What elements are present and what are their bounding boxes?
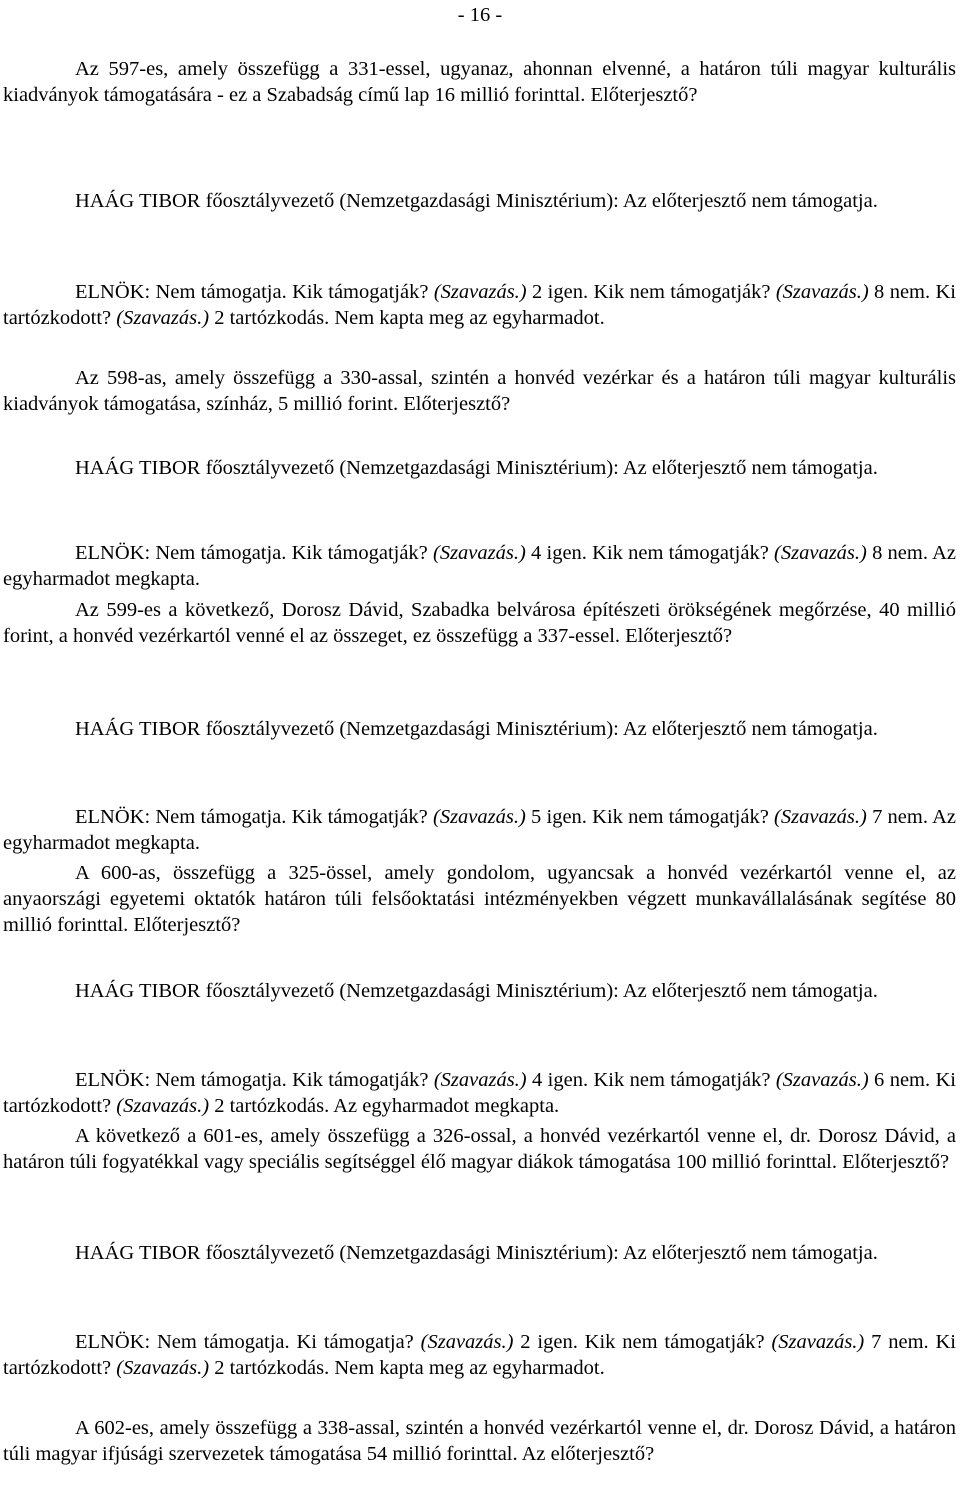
paragraph-602: A 602-es, amely összefügg a 338-assal, szintén a honvéd vezérkartól venne el, dr. Dorosz Dávid, a határon túli magyar ifjúsági szervezetek támogatása 54 millió forinttal. Az előterjesztő? bbox=[3, 1417, 956, 1466]
paragraph-597: Az 597-es, amely összefügg a 331-essel, ugyanaz, ahonnan elvenné, a határon túli magyar kulturális kiadványok támogatására - ez a Szabadság című lap 16 millió forinttal. Előterjesztő? bbox=[3, 58, 956, 107]
paragraph-haag-599: HAÁG TIBOR főosztályvezető (Nemzetgazdasági Minisztérium): Az előterjesztő nem támogatja. bbox=[75, 718, 878, 740]
paragraph-elnok-597: ELNÖK: Nem támogatja. Kik támogatják? (Szavazás.) 2 igen. Kik nem támogatják? (Szavazás.) 8 nem. Ki tartózkodott? (Szavazás.) 2 tartózkodás. Nem kapta meg az egyharmadot. bbox=[3, 281, 956, 330]
paragraph-haag-601: HAÁG TIBOR főosztályvezető (Nemzetgazdasági Minisztérium): Az előterjesztő nem támogatja. bbox=[75, 1242, 878, 1264]
paragraph-600: A 600-as, összefügg a 325-össel, amely gondolom, ugyancsak a honvéd vezérkartól venne el, az anyaországi egyetemi oktatók határon túli felsőoktatási intézményekben végzett munkavállalásának segítése 80 millió forinttal. Előterjesztő? bbox=[3, 862, 956, 937]
paragraph-haag-598: HAÁG TIBOR főosztályvezető (Nemzetgazdasági Minisztérium): Az előterjesztő nem támogatja. bbox=[75, 457, 878, 479]
paragraph-elnok-601: ELNÖK: Nem támogatja. Ki támogatja? (Szavazás.) 2 igen. Kik nem támogatják? (Szavazás.) 7 nem. Ki tartózkodott? (Szavazás.) 2 tartózkodás. Nem kapta meg az egyharmadot. bbox=[3, 1331, 956, 1380]
paragraph-elnok-600: ELNÖK: Nem támogatja. Kik támogatják? (Szavazás.) 4 igen. Kik nem támogatják? (Szavazás.) 6 nem. Ki tartózkodott? (Szavazás.) 2 tartózkodás. Az egyharmadot megkapta. bbox=[3, 1069, 956, 1118]
paragraph-598: Az 598-as, amely összefügg a 330-assal, szintén a honvéd vezérkar és a határon túli magyar kulturális kiadványok támogatása, színház, 5 millió forint. Előterjesztő? bbox=[3, 367, 956, 416]
paragraph-601: A következő a 601-es, amely összefügg a 326-ossal, a honvéd vezérkartól venne el, dr. Dorosz Dávid, a határon túli fogyatékkal vagy speciális segítséggel élő magyar diákok támogatása 100 millió forinttal. Előterjesztő? bbox=[3, 1125, 956, 1174]
paragraph-elnok-599: ELNÖK: Nem támogatja. Kik támogatják? (Szavazás.) 5 igen. Kik nem támogatják? (Szavazás.) 7 nem. Az egyharmadot megkapta. bbox=[3, 806, 956, 855]
paragraph-599: Az 599-es a következő, Dorosz Dávid, Szabadka belvárosa építészeti örökségének megőrzése, 40 millió forint, a honvéd vezérkartól venné el az összeget, ez összefügg a 337-essel. Előterjesztő? bbox=[3, 599, 956, 648]
paragraph-haag-597: HAÁG TIBOR főosztályvezető (Nemzetgazdasági Minisztérium): Az előterjesztő nem támogatja. bbox=[75, 190, 878, 212]
paragraph-haag-600: HAÁG TIBOR főosztályvezető (Nemzetgazdasági Minisztérium): Az előterjesztő nem támogatja. bbox=[75, 980, 878, 1002]
page-number: - 16 - bbox=[457, 4, 503, 26]
paragraph-elnok-598: ELNÖK: Nem támogatja. Kik támogatják? (Szavazás.) 4 igen. Kik nem támogatják? (Szavazás.) 8 nem. Az egyharmadot megkapta. bbox=[3, 542, 956, 591]
